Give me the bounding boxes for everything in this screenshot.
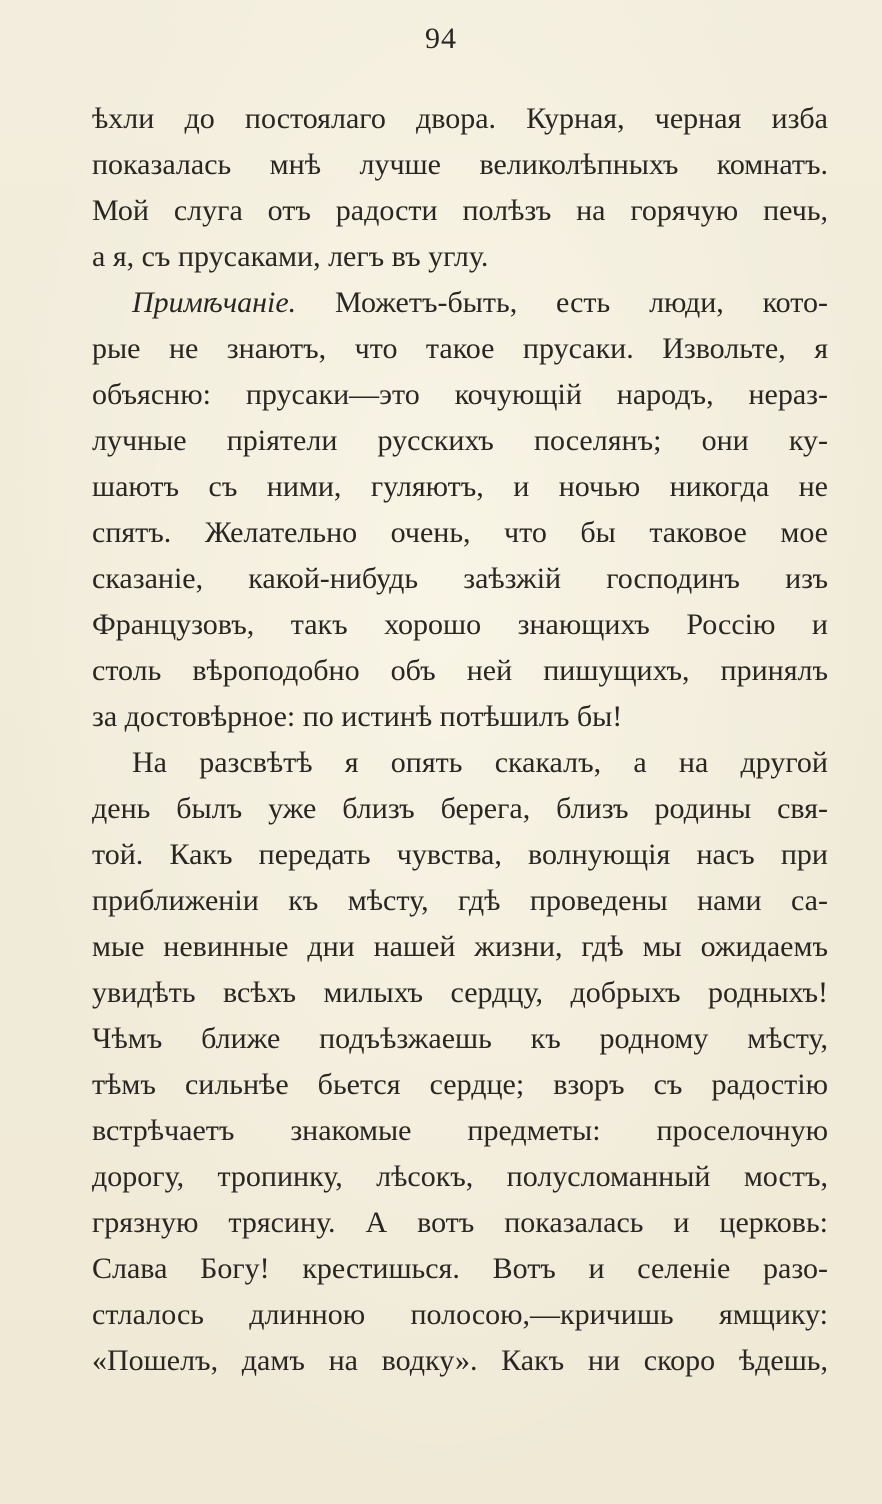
note-label: Примѣчаніе. bbox=[132, 286, 297, 319]
text-line-fragment: Можетъ-быть, есть люди, кото- bbox=[296, 286, 828, 319]
text-line: день былъ уже близъ берега, близъ родины свя- bbox=[92, 792, 828, 825]
text-line: встрѣчаетъ знакомые предметы: проселочную bbox=[92, 1114, 828, 1147]
text-line: за достовѣрное: по истинѣ потѣшилъ бы! bbox=[92, 700, 623, 733]
text-line: Чѣмъ ближе подъѣзжаешь къ родному мѣсту, bbox=[92, 1022, 828, 1055]
text-line: сказаніе, какой-нибудь заѣзжій господинъ изъ bbox=[92, 562, 828, 595]
text-line: ѣхли до постоялаго двора. Курная, черная изба bbox=[92, 102, 828, 135]
text-line: шаютъ съ ними, гуляютъ, и ночью никогда не bbox=[92, 470, 828, 503]
text-line: объясню: прусаки—это кочующій народъ, нераз- bbox=[92, 378, 828, 411]
text-line: столь вѣроподобно объ ней пишущихъ, принялъ bbox=[92, 654, 828, 687]
text-line: «Пошелъ, дамъ на водку». Какъ ни скоро ѣдешь, bbox=[92, 1344, 828, 1377]
text-line: показалась мнѣ лучше великолѣпныхъ комнатъ. bbox=[92, 148, 828, 181]
text-line: а я, съ прусаками, легъ въ углу. bbox=[92, 240, 489, 273]
text-line: Слава Богу! крестишься. Вотъ и селеніе разо- bbox=[92, 1252, 828, 1285]
note-first-line bbox=[92, 280, 828, 326]
text-line: тѣмъ сильнѣе бьется сердце; взоръ съ радостію bbox=[92, 1068, 828, 1101]
text-line: На разсвѣтѣ я опять скакалъ, а на другой bbox=[132, 746, 828, 779]
text-line: рые не знаютъ, что такое прусаки. Извольте, я bbox=[92, 332, 828, 365]
text-line: Французовъ, такъ хорошо знающихъ Россію и bbox=[92, 608, 828, 641]
text-line: приближеніи къ мѣсту, гдѣ проведены нами са- bbox=[92, 884, 828, 917]
text-line: мые невинные дни нашей жизни, гдѣ мы ожидаемъ bbox=[92, 930, 828, 963]
page-number: 94 bbox=[425, 22, 457, 55]
text-line: той. Какъ передать чувства, волнующія насъ при bbox=[92, 838, 828, 871]
text-line: дорогу, тропинку, лѣсокъ, полусломанный мостъ, bbox=[92, 1160, 828, 1193]
text-line: лучные пріятели русскихъ поселянъ; они ку- bbox=[92, 424, 828, 457]
body-text bbox=[92, 96, 828, 1384]
text-line: спятъ. Желательно очень, что бы таковое мое bbox=[92, 516, 828, 549]
text-line: стлалось длинною полосою,—кричишь ямщику: bbox=[92, 1298, 828, 1331]
text-line: увидѣть всѣхъ милыхъ сердцу, добрыхъ родныхъ! bbox=[92, 976, 828, 1009]
text-line: грязную трясину. А вотъ показалась и церковь: bbox=[92, 1206, 828, 1239]
text-line: Мой слуга отъ радости полѣзъ на горячую печь, bbox=[92, 194, 828, 227]
